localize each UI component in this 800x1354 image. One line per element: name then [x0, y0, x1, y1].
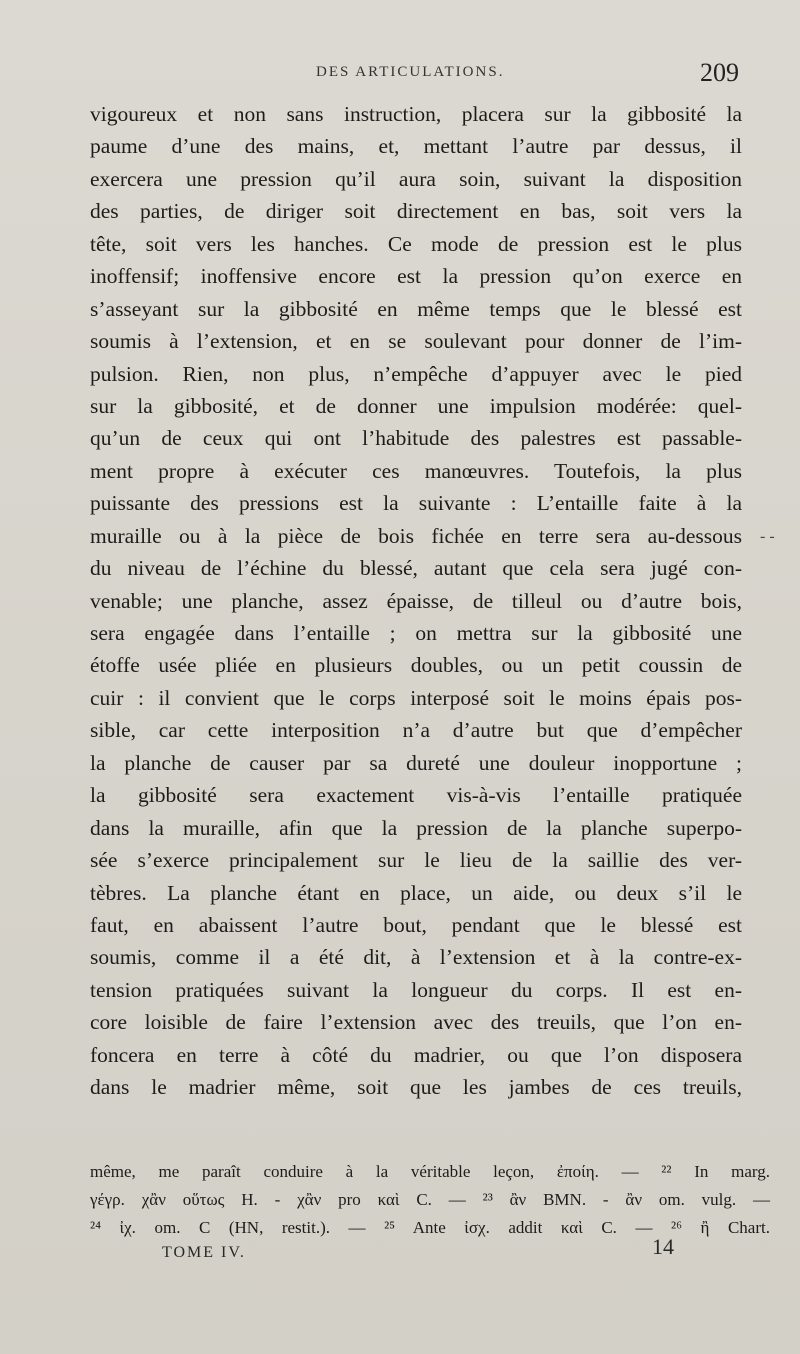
text-line: core loisible de faire l’extension avec des treuils, que l’on en- [90, 1010, 742, 1035]
text-line: dans la muraille, afin que la pression de la planche superpo- [90, 815, 742, 840]
text-line: cuir : il convient que le corps interposé soit le moins épais pos- [90, 685, 742, 710]
text-line: sur la gibbosité, et de donner une impulsion modérée: quel- [90, 393, 742, 418]
text-line: s’asseyant sur la gibbosité en même temps que le blessé est [90, 296, 742, 321]
volume-label: TOME IV. [162, 1244, 246, 1261]
footnotes [90, 1158, 770, 1242]
text-line: inoffensif; inoffensive encore est la pression qu’on exerce en [90, 264, 742, 289]
text-line: venable; une planche, assez épaisse, de tilleul ou d’autre bois, [90, 588, 742, 613]
text-line: ment propre à exécuter ces manœuvres. Toutefois, la plus [90, 458, 742, 483]
text-line: la gibbosité sera exactement vis-à-vis l’entaille pratiquée [90, 783, 742, 808]
text-line: tension pratiquées suivant la longueur du corps. Il est en- [90, 977, 742, 1002]
footnote-line: γέγρ. χἂν οὕτως H. - χἂν pro καὶ C. — ²³ ἂν BMN. - ἂν om. vulg. — [90, 1190, 770, 1209]
text-line: foncera en terre à côté du madrier, ou que l’on disposera [90, 1042, 742, 1067]
text-line: sible, car cette interposition n’a d’autre but que d’empêcher [90, 718, 742, 743]
text-line: la planche de causer par sa dureté une douleur inopportune ; [90, 750, 742, 775]
text-line: faut, en abaissent l’autre bout, pendant que le blessé est [90, 912, 742, 937]
text-line: tèbres. La planche étant en place, un aide, ou deux s’il le [90, 880, 742, 905]
text-line: qu’un de ceux qui ont l’habitude des palestres est passable- [90, 426, 742, 451]
main-text [90, 98, 742, 1104]
text-line: paume d’une des mains, et, mettant l’autre par dessus, il [90, 134, 742, 159]
footnote-line: même, me paraît conduire à la véritable leçon, ἐποίη. — ²² In marg. [90, 1162, 770, 1181]
text-line: étoffe usée pliée en plusieurs doubles, ou un petit coussin de [90, 653, 742, 678]
running-title: DES ARTICULATIONS. [316, 64, 505, 80]
text-line: muraille ou à la pièce de bois fichée en terre sera au-dessous [90, 523, 742, 548]
page-header [0, 58, 800, 92]
page-number: 209 [700, 58, 739, 87]
margin-mark: - - [760, 528, 775, 545]
text-line: du niveau de l’échine du blessé, autant que cela sera jugé con- [90, 556, 742, 581]
text-line: vigoureux et non sans instruction, placera sur la gibbosité la [90, 102, 742, 126]
text-line: pulsion. Rien, non plus, n’empêche d’appuyer avec le pied [90, 361, 742, 386]
text-line: exercera une pression qu’il aura soin, suivant la disposition [90, 166, 742, 191]
signature-mark: 14 [652, 1234, 674, 1259]
text-line: puissante des pressions est la suivante : L’entaille faite à la [90, 491, 742, 516]
text-line: sée s’exerce principalement sur le lieu de la saillie des ver- [90, 848, 742, 873]
text-line: des parties, de diriger soit directement en bas, soit vers la [90, 199, 742, 224]
text-line: tête, soit vers les hanches. Ce mode de pression est le plus [90, 231, 742, 256]
text-line: sera engagée dans l’entaille ; on mettra sur la gibbosité une [90, 621, 742, 645]
text-line: soumis à l’extension, et en se soulevant pour donner de l’im- [90, 329, 742, 354]
text-line: soumis, comme il a été dit, à l’extension et à la contre-ex- [90, 945, 742, 970]
footnote-line: ²⁴ ἰχ. om. C (HN, restit.). — ²⁵ Ante ἰσχ. addit καὶ C. — ²⁶ ἢ Chart. [90, 1218, 770, 1237]
text-line: dans le madrier même, soit que les jambes de ces treuils, [90, 1075, 742, 1100]
